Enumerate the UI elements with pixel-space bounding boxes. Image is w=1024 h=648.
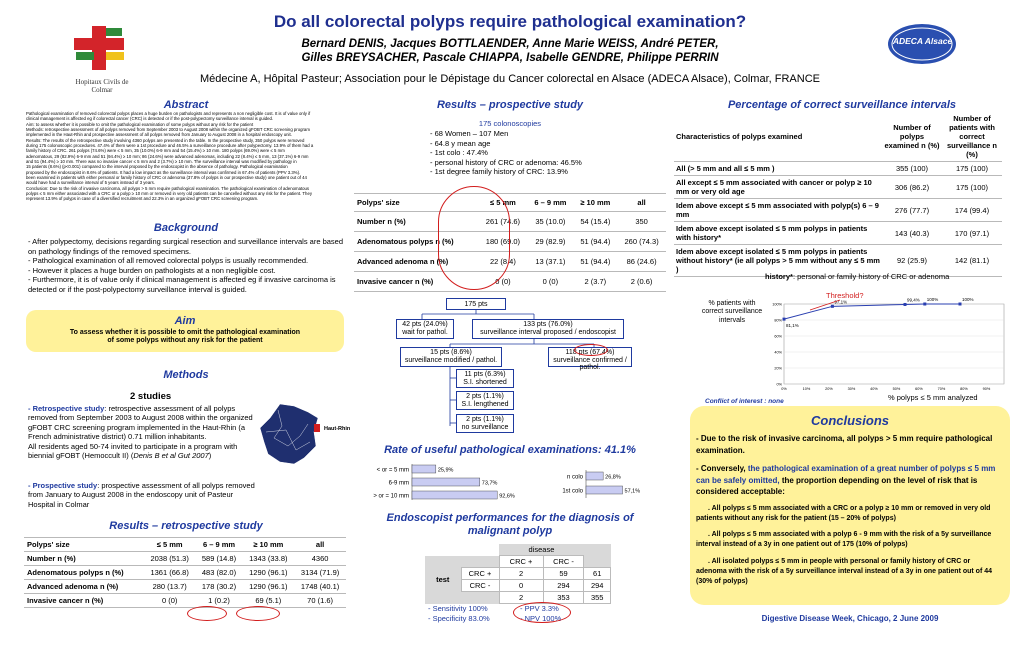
highlight-ellipse <box>513 602 571 623</box>
conclusion-dash: - <box>696 434 701 443</box>
y-tick-label: 40% <box>774 350 782 355</box>
x-tick-label: 0% <box>781 387 787 391</box>
specificity: - Specificity 83.0% <box>428 614 490 623</box>
table-header: 6 – 9 mm <box>527 194 573 212</box>
table-row <box>425 592 611 604</box>
data-point <box>831 305 834 308</box>
table-cell: 35 (10.0) <box>527 212 573 232</box>
conclusion-p2 <box>696 463 1002 498</box>
npv: - NPV 100% <box>520 614 562 623</box>
flow-text: surveillance confirmed / pathol. <box>553 356 627 372</box>
adeca-logo-text: ADECA Alsace <box>892 36 953 46</box>
table-cell: 0 (0) <box>479 272 528 292</box>
table-header: all <box>617 194 666 212</box>
abstract-line: been examined in patients with either personal or family history of CRC or adenoma (37.8% of polyps in our prospective study) one patient out of 44 <box>26 174 307 180</box>
table-cell: 355 (100) <box>895 164 929 173</box>
flow-text: wait for pathol. <box>402 328 448 336</box>
x-tick-label: 90% <box>982 387 991 391</box>
abstract-line: adenomatous, 29 (82.9%) 6-9 mm and 51 (94.4%) ≥ 10 mm; 86 (24.6%) were advanced adenomas, including 22 (8.4%) ≤ 5 mm, 13 (37.1%) 6-9 mm <box>26 153 309 159</box>
highlight-ellipse <box>438 186 510 290</box>
background-item: - Furthermore, it is of value only if clinical management is affected eg if invasive carcinoma is detected or if the post-polypectomy surveillance interval is guided. <box>28 275 336 294</box>
category-label: 6-9 mm <box>388 480 409 487</box>
table-cell: 306 (86.2) <box>894 182 930 192</box>
flow-text: no surveillance <box>461 423 509 431</box>
conclusions-title: Conclusions <box>810 413 889 428</box>
table-row <box>354 252 666 272</box>
x-tick-label: 10% <box>802 387 811 391</box>
table-cell: 4360 <box>294 552 346 566</box>
table-cell: 1343 (33.8) <box>242 552 294 566</box>
y-tick-label: 20% <box>774 366 782 371</box>
conclusion-text: Due to the risk of invasive carcinoma, all polyps > 5 mm require pathological examination. <box>696 434 993 455</box>
table-header: ≤ 5 mm <box>144 538 196 552</box>
percentage-table <box>674 112 1002 277</box>
table-cell: 22 (8.4) <box>479 252 528 272</box>
table-cell: 59 <box>543 568 584 580</box>
flow-node-2a <box>456 391 514 410</box>
table-header: Characteristics of polyps examined <box>676 132 803 141</box>
flow-text: 118 pts (67.4%) <box>565 349 615 356</box>
table-cell: 1748 (40.1) <box>294 580 346 594</box>
footnote-label: history* <box>765 272 793 281</box>
affiliation: Médecine A, Hôpital Pasteur; Association pour le Dépistage du Cancer colorectal en Alsace (ADECA Alsace), Colmar, FRANCE <box>200 73 820 85</box>
x-tick-label: 40% <box>870 387 878 391</box>
table-cell: Adenomatous polyps n (%) <box>24 566 144 580</box>
category-label: < or = 5 mm <box>376 467 409 474</box>
highlight-ellipse <box>236 606 280 621</box>
meeting-footer: Digestive Disease Week, Chicago, 2 June 2009 <box>761 614 939 623</box>
retro-label: - Retrospective study <box>28 404 105 413</box>
table-cell: 2 (0.6) <box>617 272 666 292</box>
x-tick-label: 20% <box>825 387 833 391</box>
table-cell: 2 <box>499 568 543 580</box>
abstract-line: polyps ≤ 5 mm either associated with a CRC or a polyp ≥ 10 mm or removed in very old patients can be cancelled without any risk for the patient. They <box>26 190 312 196</box>
poster-title: Do all colorectal polyps require pathological examination? <box>273 12 747 31</box>
highlight-ellipse <box>187 606 227 621</box>
data-point <box>959 303 962 306</box>
table-cell: All (> 5 mm and all ≤ 5 mm ) <box>676 164 775 173</box>
table-header: Number of polyps examined n (%) <box>884 123 940 150</box>
data-label: 26,8% <box>605 474 621 481</box>
category-label: n colo <box>566 474 583 481</box>
retro-text-2: All residents aged 50-74 invited to participate in a program with biennial gFOBT (Hemoccult II) ( <box>28 441 238 460</box>
rate-chart-size <box>354 462 519 504</box>
data-label: 73,7% <box>481 480 498 487</box>
methods-retro <box>28 404 260 460</box>
endo-title-1: Endoscopist performances for the diagnosis of <box>386 512 634 524</box>
table-cell: Idem above except isolated ≤ 5 mm polyps in patients with history* <box>676 224 868 242</box>
abstract-line: 15 patients (8.6%) (p<0.001) compared to the interval proposed by the endoscopist in the absence of pathology. Pathological examination <box>26 164 288 170</box>
table-row <box>24 580 346 594</box>
retro-text: : retrospective assessment of all polyps removed from September 2003 to August 2008 within the organized gFOBT CRC screening program implemented in the Haut-Rhin (a French administrative district) 0.71 million inhabitants. <box>28 404 253 442</box>
flow-node-15 <box>400 347 502 367</box>
table-cell: 70 (1.6) <box>294 594 346 608</box>
table-cell <box>461 592 499 604</box>
background-item: - However it places a huge burden on pathologists at a non negligible cost. <box>28 265 276 275</box>
table-cell: 2038 (51.3) <box>144 552 196 566</box>
table-row <box>674 112 1002 162</box>
table-cell: Advanced adenoma n (%) <box>354 252 479 272</box>
abstract-line: Conclusion: Due to the risk of invasive carcinoma, all polyps > 5 mm require pathological examination. The pathological examination of adenomatous <box>26 185 310 191</box>
table-cell: 280 (13.7) <box>144 580 196 594</box>
conflict-of-interest: Conflict of interest : none <box>705 398 784 405</box>
table-cell: Invasive cancer n (%) <box>24 594 144 608</box>
table-cell: 180 (69.0) <box>479 232 528 252</box>
data-label: 57,1% <box>624 488 641 495</box>
flow-text: 15 pts (8.6%) <box>430 349 472 356</box>
table-cell: 260 (74.3) <box>617 232 666 252</box>
table-cell: 61 <box>584 568 611 580</box>
table-cell: 69 (5.1) <box>242 594 294 608</box>
conclusions-box <box>690 406 1010 605</box>
table-cell: 483 (82.0) <box>196 566 243 580</box>
abstract-line: implemented in the Haut-Rhin and prospective assessment of all polyps removed from January to August 2008 in a hospital endoscopy unit. <box>26 132 292 138</box>
france-map <box>258 402 323 467</box>
table-cell: All except ≤ 5 mm associated with cancer or polyp ≥ 10 mm or very old age <box>676 178 872 196</box>
table-cell: 54 (15.4) <box>574 212 618 232</box>
rate-title: Rate of useful pathological examinations: 41.1% <box>384 444 636 456</box>
table-cell: 170 (97.1) <box>954 228 990 238</box>
aim-text: To assess whether it is possible to omit the pathological examination of some polyps without any risk for the patient <box>69 329 301 345</box>
flow-text: 133 pts (76.0%) <box>523 321 573 328</box>
footnote-text: : personal or family history of CRC or adenoma <box>792 272 950 281</box>
table-row <box>425 556 611 568</box>
table-cell: 29 (82.9) <box>527 232 573 252</box>
sensitivity: - Sensitivity 100% <box>428 604 488 613</box>
results-prosp-title: Results – prospective study <box>436 99 584 111</box>
adeca-logo <box>885 20 960 68</box>
table-row <box>425 544 611 556</box>
fact-item: - 64.8 y mean age <box>430 138 491 148</box>
bar <box>412 465 436 473</box>
percentage-title: Percentage of correct surveillance intervals <box>727 99 957 111</box>
france-map-icon <box>258 402 323 467</box>
endo-title-2: malignant polyp <box>467 525 553 537</box>
point-label: 99,4% <box>907 297 920 303</box>
chart-xlabel: % polyps ≤ 5 mm analyzed <box>888 393 978 402</box>
table-cell: Adenomatous polyps n (%) <box>354 232 479 252</box>
flow-node-2b <box>456 414 514 433</box>
colonoscopies-count: 175 colonoscopies <box>478 119 542 128</box>
table-cell: 1 (0.2) <box>196 594 243 608</box>
abstract-line: during 175 colonoscopic procedures. 47.4% of them were a 1st procedure and 46.5% a surveillance procedure after polypectomy. 13.9% of them had a <box>26 142 314 148</box>
results-retro-title: Results – retrospective study <box>109 520 263 532</box>
flow-text: 2 pts (1.1%) <box>466 416 504 423</box>
methods-prosp <box>28 481 260 509</box>
flow-text: 175 pts <box>464 301 488 308</box>
table-cell: 276 (77.7) <box>894 205 930 215</box>
prosp-table <box>354 193 666 292</box>
abstract-line: proposed by the endoscopist in 8.6% of patients. It had a low impact as the surveillance interval was confirmed in 67.4% of patients (PPV 3.3%). <box>26 169 301 175</box>
table-cell: 0 <box>499 580 543 592</box>
retro-cite: Denis B et al Gut 2007 <box>133 450 209 460</box>
abstract-line: Pathological examination of removed colorectal polyps places a huge burden on pathologists and represents a non negligible cost. It is of value only if <box>26 111 311 116</box>
table-cell: Invasive cancer n (%) <box>354 272 479 292</box>
endo-table <box>425 544 611 604</box>
table-row <box>354 232 666 252</box>
abstract-line: and 51 (94.4%) ≥ 10 mm. There was no invasive cancer ≤ 5 mm and 2 (3.7%) ≥ 10 mm. The surveillance interval was modified by pathology in <box>26 158 297 164</box>
table-cell: Advanced adenoma n (%) <box>24 580 144 594</box>
table-cell: CRC - <box>461 580 499 592</box>
table-cell: 142 (81.1) <box>954 256 990 265</box>
fact-item: - 68 Women – 107 Men <box>430 129 509 138</box>
methods-title: Methods <box>163 369 209 381</box>
x-tick-label: 80% <box>960 387 968 391</box>
table-cell: 178 (30.2) <box>196 580 243 594</box>
methods-subtitle: 2 studies <box>130 391 172 402</box>
chart-ylabel: % patients with correct surveillance intervals <box>701 300 763 324</box>
bar <box>412 478 480 486</box>
flow-text: 2 pts (1.1%) <box>466 393 504 400</box>
retro-table <box>24 537 346 608</box>
bar <box>586 486 623 494</box>
table-cell: 353 <box>543 592 584 604</box>
ppv: - PPV 3.3% <box>520 604 559 613</box>
conclusion-p1 <box>696 433 1002 456</box>
y-tick-label: 80% <box>774 318 782 323</box>
table-cell: 51 (94.4) <box>574 232 618 252</box>
table-cell: 1290 (96.1) <box>242 566 294 580</box>
y-tick-label: 60% <box>774 334 782 339</box>
table-header: Polyps' size <box>24 538 144 552</box>
aim-box <box>26 310 344 352</box>
x-tick-label: 60% <box>915 387 923 391</box>
aim-title: Aim <box>174 315 196 327</box>
test-label: test <box>425 568 461 592</box>
flow-text: S.I. lengthened <box>461 400 509 408</box>
bar <box>586 472 603 480</box>
table-cell: 261 (74.6) <box>479 212 528 232</box>
prosp-text: : prospective assessment of all polyps removed from January to August 2008 in the endoscopy unit of Pasteur Hospital in Colmar <box>28 481 255 509</box>
plot-area <box>784 304 1004 384</box>
point-label: 97,1% <box>834 299 848 305</box>
table-cell: 355 <box>584 592 611 604</box>
table-cell: Number n (%) <box>354 212 479 232</box>
threshold-label: Threshold? <box>826 291 864 300</box>
table-header: Number of patients with correct surveillance n (%) <box>946 114 998 159</box>
table-cell: 175 (100) <box>955 182 989 192</box>
abstract-line: Results: The results of the retrospective study involving 4360 polyps are presented in the table. In the prospective study, 350 polyps were removed <box>26 137 305 143</box>
point-label: 100% <box>962 297 974 302</box>
table-header: ≥ 10 mm <box>242 538 294 552</box>
data-point <box>923 303 926 306</box>
conclusion-b3: . All isolated polyps ≤ 5 mm in people with personal or family history of CRC or adenoma with the risk of a 5y surveillance interval instead of a 3y in one patient out of 44 (30% of polyps) <box>696 558 993 586</box>
x-tick-label: 70% <box>937 387 946 391</box>
data-point <box>783 318 786 321</box>
point-label: 81,1% <box>786 323 799 329</box>
table-cell: 589 (14.8) <box>196 552 243 566</box>
hospital-logo <box>62 22 142 94</box>
background-item: - Pathological examination of all removed colorectal polyps is usually recommended. <box>28 256 309 266</box>
table-header: CRC + <box>499 556 543 568</box>
prosp-facts <box>430 129 660 177</box>
table-cell: 86 (24.6) <box>617 252 666 272</box>
table-cell: 1361 (66.8) <box>144 566 196 580</box>
data-point <box>904 303 907 306</box>
fact-item: - 1st colo : 47.4% <box>430 148 488 158</box>
abstract-line: would have had a surveillance interval of 5 years instead of 3 years. <box>26 180 155 186</box>
abstract-line: clinical management is affected eg if colorectal cancer (CRC) is detected or if the post-polypectomy surveillance interval is guided. <box>26 116 274 122</box>
bar <box>412 491 497 499</box>
table-cell: Number n (%) <box>24 552 144 566</box>
x-tick-label: 50% <box>892 387 901 391</box>
conclusion-highlight: the pathological examination of a great number of polyps ≤ 5 mm can be safely omitted, <box>696 464 996 485</box>
table-header: ≥ 10 mm <box>574 194 618 212</box>
fact-item: - 1st degree family history of CRC: 13.9% <box>430 167 568 177</box>
table-cell: 3134 (71.9) <box>294 566 346 580</box>
table-cell: 294 <box>543 580 584 592</box>
rate-chart-colo <box>548 468 668 500</box>
highlight-ellipse <box>574 344 608 356</box>
table-row <box>354 212 666 232</box>
table-row <box>24 538 346 552</box>
abstract-body <box>26 111 351 202</box>
table-header: CRC - <box>543 556 584 568</box>
category-label: > or = 10 mm <box>373 493 409 500</box>
table-cell: 2 <box>499 592 543 604</box>
conclusion-b1: . All polyps ≤ 5 mm associated with a CRC or a polyp ≥ 10 mm or removed in very old patients without any risk for the patient (15 – 20% of polyps) <box>696 505 991 523</box>
data-label: 25,9% <box>437 467 454 474</box>
hospital-cross-icon <box>62 22 142 74</box>
retro-text-3: ) <box>208 450 212 460</box>
table-row <box>674 176 1002 199</box>
table-row <box>674 162 1002 176</box>
table-row <box>354 194 666 212</box>
table-cell: Idem above except ≤ 5 mm associated with polyp(s) 6 – 9 mm <box>676 201 879 219</box>
authors-line-1: Bernard DENIS, Jacques BOTTLAENDER, Anne Marie WEISS, André PETER, <box>301 38 719 50</box>
category-label: 1st colo <box>562 488 583 495</box>
table-cell: 294 <box>584 580 611 592</box>
fact-item: - personal history of CRC or adenoma: 46.5% <box>430 157 582 167</box>
table-row <box>354 272 666 292</box>
flow-text: 11 pts (6.3%) <box>464 371 506 378</box>
table-row <box>24 566 346 580</box>
prosp-label: - Prospective study <box>28 481 98 490</box>
authors-line-2: Gilles BREYSACHER, Pascale CHIAPPA, Isabelle GENDRE, Philippe PERRIN <box>301 52 719 64</box>
table-row <box>674 199 1002 222</box>
table-cell: 0 (0) <box>527 272 573 292</box>
conclusion-b2: . All polyps ≤ 5 mm associated with a polyp 6 - 9 mm with the risk of a 5y surveillance interval instead of a 3y in one patient out of 175 (10% of polyps) <box>696 531 992 549</box>
table-cell: 143 (40.3) <box>894 228 930 238</box>
history-footnote <box>765 272 949 281</box>
flow-node-133 <box>472 319 624 339</box>
haut-rhin-label: Haut-Rhin <box>324 426 351 432</box>
table-cell: 174 (99.4) <box>954 205 990 215</box>
flow-text: surveillance modified / pathol. <box>404 356 498 364</box>
table-header: all <box>294 538 346 552</box>
table-cell: 0 (0) <box>144 594 196 608</box>
flow-node-175 <box>446 298 506 310</box>
hospital-logo-text: Hopitaux Civils de Colmar <box>75 78 129 94</box>
conclusion-text: the proportion depending on the level of risk that is considered acceptable: <box>696 475 978 497</box>
table-cell: Idem above except isolated ≤ 5 mm polyps in patients without history* (ie all polyps > 5 mm without any ≤ 5 mm ) <box>676 247 880 274</box>
background-title: Background <box>153 222 219 234</box>
y-tick-label: 0% <box>776 382 782 387</box>
table-header: ≤ 5 mm <box>479 194 528 212</box>
abstract-title: Abstract <box>163 99 209 111</box>
abstract-line: Methods: retrospective assessment of all polyps removed from September 2003 to August 2008 within the organized gFOBT CRC screening program <box>26 126 310 132</box>
table-cell: 1290 (96.1) <box>242 580 294 594</box>
table-cell: 13 (37.1) <box>527 252 573 272</box>
table-header: 6 – 9 mm <box>196 538 243 552</box>
flow-node-42 <box>396 319 454 339</box>
background-item: - After polypectomy, decisions regarding surgical resection and surveillance intervals are based on pathology findings of the removed specimens. <box>28 237 344 256</box>
table-cell: 92 (25.9) <box>896 256 928 265</box>
x-tick-label: 30% <box>847 387 856 391</box>
surveillance-chart <box>760 296 1020 394</box>
table-cell: 175 (100) <box>955 164 989 173</box>
background-body <box>28 237 348 294</box>
table-cell: 51 (94.4) <box>574 252 618 272</box>
data-label: 92,6% <box>499 493 515 500</box>
abstract-line: represent 13.9% of polyps in case of a diversified recruitment and 22.3% in an organized gFOBT CRC screening program. <box>26 196 259 202</box>
conclusion-dash: - Conversely, <box>696 464 748 473</box>
table-row <box>24 552 346 566</box>
table-cell: 350 <box>617 212 666 232</box>
table-row <box>24 594 346 608</box>
abstract-line: Aim: to assess whether it is possible to omit the pathological examination of some polyps without any risk for the patient <box>26 121 254 127</box>
y-tick-label: 100% <box>772 302 782 307</box>
table-cell: CRC + <box>461 568 499 580</box>
flow-text: S.I. shortened <box>463 378 507 386</box>
table-header: Polyps' size <box>354 194 479 212</box>
flow-node-11 <box>456 369 514 388</box>
disease-header: disease <box>499 544 584 556</box>
table-row <box>425 568 611 580</box>
abstract-line: family history of CRC. 261 polyps (74.6%) were ≤ 5 mm, 35 (10.0%) 6-9 mm and 54 (15.4%) ≥ 10 mm. 180 polyps (69.0%) were ≤ 5 mm <box>26 148 285 154</box>
flow-text: surveillance interval proposed / endoscopist <box>480 328 616 336</box>
table-row <box>674 222 1002 245</box>
flow-text: 42 pts (24.0%) <box>402 321 448 328</box>
point-label: 100% <box>926 297 939 302</box>
table-cell: 2 (3.7) <box>574 272 618 292</box>
